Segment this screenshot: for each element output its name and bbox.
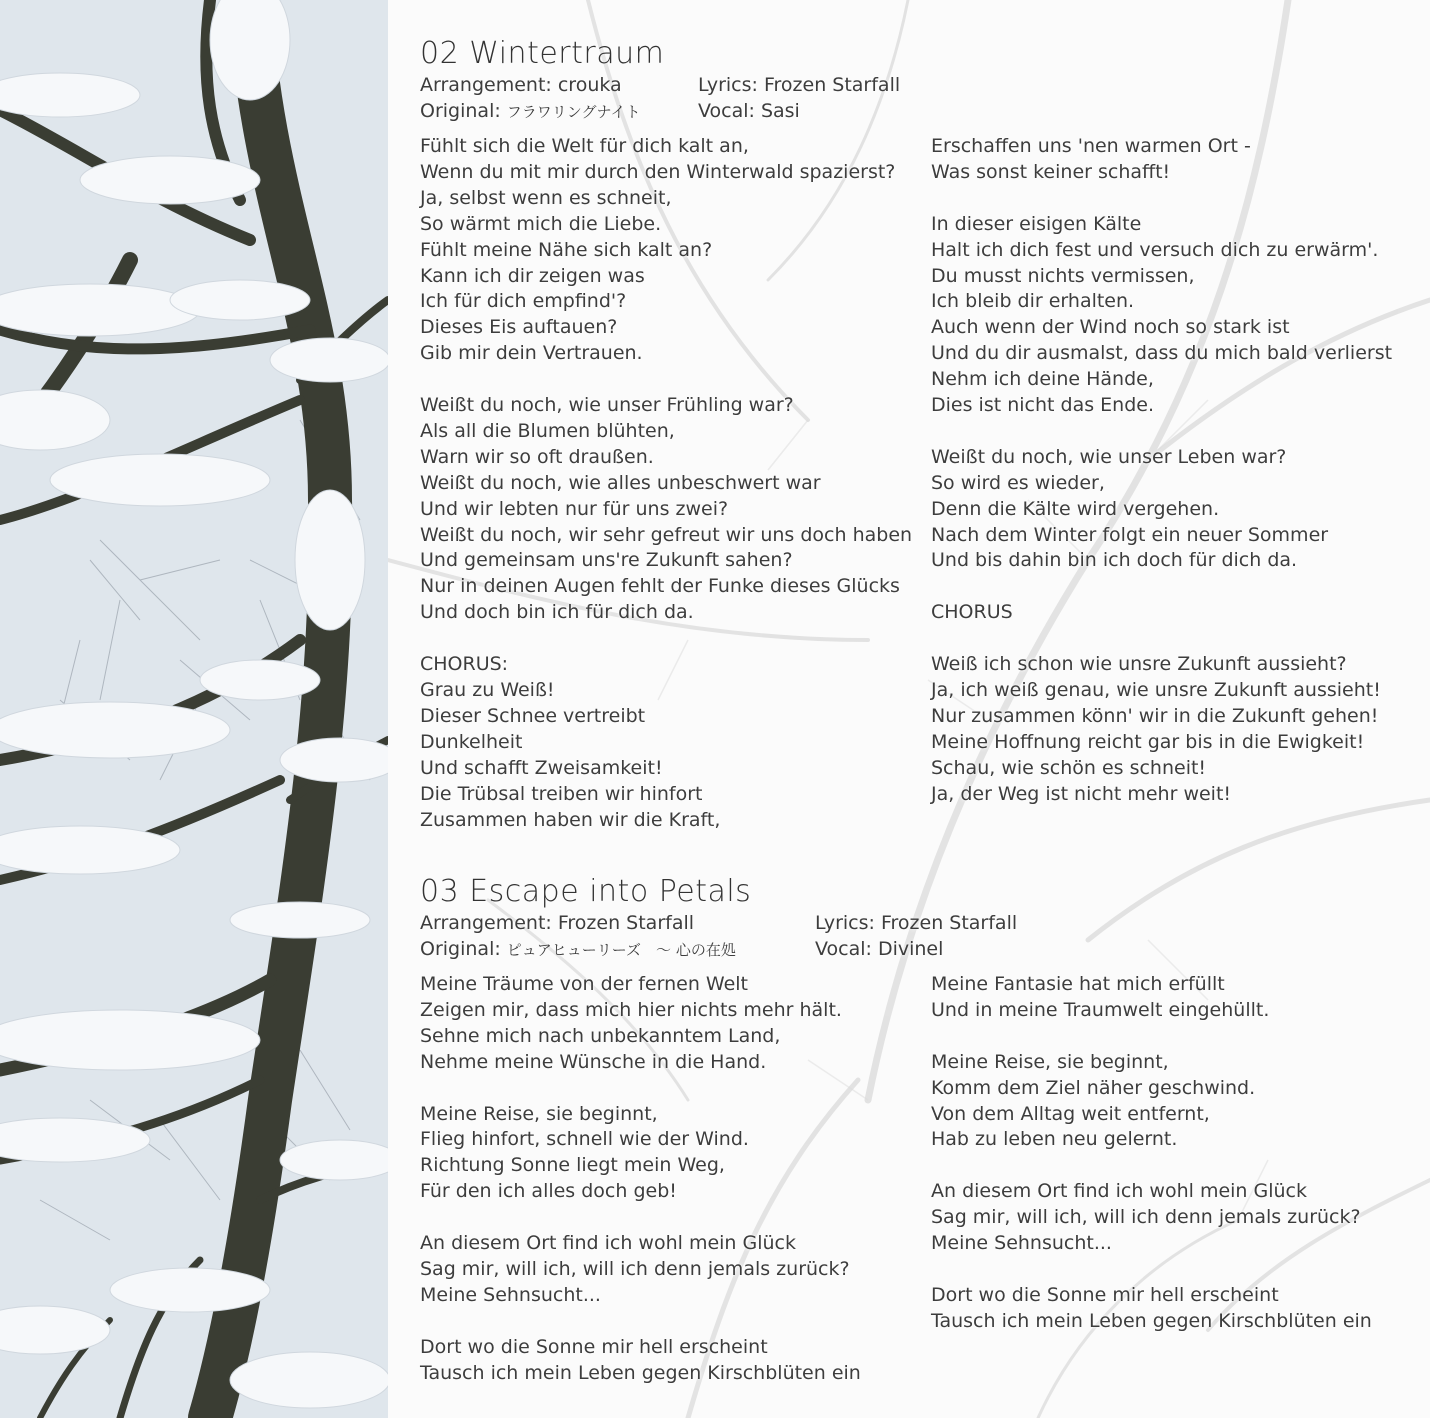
lyric-line: Meine Sehnsucht... — [931, 1232, 1112, 1255]
lyric-line: Weiß ich schon wie unsre Zukunft aussieht? — [931, 653, 1347, 676]
lyric-line: Zusammen haben wir die Kraft, — [420, 808, 721, 831]
lyric-line: Gib mir dein Vertrauen. — [420, 342, 643, 365]
stanza-break — [420, 1205, 861, 1231]
arrangement-credit: Arrangement: Frozen Starfall — [420, 912, 695, 934]
lyric-line: Nur in deinen Augen fehlt der Funke dieses Glücks — [420, 575, 900, 598]
lyric-line: Was sonst keiner schafft! — [931, 160, 1171, 183]
lyric-line: Und doch bin ich für dich da. — [420, 601, 694, 624]
lyric-line: Sag mir, will ich, will ich denn jemals zurück? — [931, 1206, 1361, 1229]
song-credits — [420, 910, 1410, 962]
lyric-line: An diesem Ort find ich wohl mein Glück — [420, 1232, 796, 1255]
lyric-line: CHORUS — [931, 601, 1013, 624]
lyric-line: Grau zu Weiß! — [420, 679, 555, 701]
lyric-line: Meine Reise, sie beginnt, — [931, 1050, 1169, 1073]
lyric-line: Fühlt meine Nähe sich kalt an? — [420, 238, 713, 261]
lyric-line: Meine Fantasie hat mich erfüllt — [931, 973, 1225, 995]
song-lyrics — [420, 972, 1410, 1392]
lyric-line: Und schafft Zweisamkeit! — [420, 756, 663, 779]
song-credits — [420, 72, 1410, 124]
original-prefix: Original: — [420, 100, 507, 122]
lyric-line: Nur zusammen könn' wir in die Zukunft gehen! — [931, 704, 1379, 727]
lyric-line: Zeigen mir, dass mich hier nichts mehr hält. — [420, 998, 842, 1021]
original-credit — [420, 936, 736, 963]
lyric-line: Dieser Schnee vertreibt — [420, 704, 646, 727]
lyric-line: Ja, der Weg ist nicht mehr weit! — [931, 782, 1232, 805]
lyric-line: Schau, wie schön es schneit! — [931, 756, 1207, 779]
lyric-line: Sag mir, will ich, will ich denn jemals zurück? — [420, 1257, 850, 1280]
lyric-line: Erschaffen uns 'nen warmen Ort - — [931, 135, 1251, 157]
lyric-line: Und wir lebten nur für uns zwei? — [420, 497, 729, 520]
lyric-line: Flieg hinfort, schnell wie der Wind. — [420, 1128, 749, 1151]
lyric-line: Dort wo die Sonne mir hell erscheint — [931, 1283, 1279, 1306]
lyric-line: Tausch ich mein Leben gegen Kirschblüten ein — [931, 1309, 1372, 1332]
lyric-line: Dunkelheit — [420, 730, 523, 753]
lyric-line: In dieser eisigen Kälte — [931, 212, 1142, 235]
vocal-credit: Vocal: Sasi — [698, 100, 800, 122]
lyric-line: Ja, selbst wenn es schneit, — [420, 186, 672, 209]
lyric-line: Dies ist nicht das Ende. — [931, 394, 1154, 417]
lyric-line: Meine Träume von der fernen Welt — [420, 973, 748, 995]
lyric-line: Fühlt sich die Welt für dich kalt an, — [420, 135, 749, 157]
song-wintertraum — [420, 36, 1410, 834]
lyric-line: Richtung Sonne liegt mein Weg, — [420, 1154, 725, 1177]
original-credit — [420, 98, 640, 125]
lyric-line: Sehne mich nach unbekanntem Land, — [420, 1024, 781, 1047]
lyric-line: Ja, ich weiß genau, wie unsre Zukunft aussieht! — [931, 678, 1381, 701]
stanza-break — [420, 1076, 861, 1102]
song-escape-into-petals — [420, 874, 1410, 1392]
stanza-break — [931, 1153, 1372, 1179]
lyric-line: Dort wo die Sonne mir hell erscheint — [420, 1335, 768, 1358]
stanza-break — [420, 1309, 861, 1335]
song-lyrics — [420, 134, 1410, 834]
lyric-line: So wärmt mich die Liebe. — [420, 212, 662, 235]
lyric-line: Weißt du noch, wie unser Leben war? — [931, 445, 1287, 468]
lyric-line: Wenn du mit mir durch den Winterwald spazierst? — [420, 160, 896, 183]
lyric-line: Du musst nichts vermissen, — [931, 264, 1195, 287]
stanza-break — [931, 626, 1392, 652]
original-title: フラワリングナイト — [506, 103, 641, 121]
lyric-line: Meine Sehnsucht... — [420, 1283, 601, 1306]
lyric-line: Tausch ich mein Leben gegen Kirschblüten ein — [420, 1361, 861, 1384]
lyric-line: Komm dem Ziel näher geschwind. — [931, 1076, 1256, 1099]
lyric-line: Kann ich dir zeigen was — [420, 264, 645, 287]
lyric-line: Ich bleib dir erhalten. — [931, 290, 1135, 313]
lyric-line: Und gemeinsam uns're Zukunft sahen? — [420, 549, 793, 572]
lyrics-credit: Lyrics: Frozen Starfall — [815, 912, 1018, 934]
lyric-line: Weißt du noch, wie alles unbeschwert war — [420, 471, 821, 494]
stanza-break — [931, 419, 1392, 445]
lyric-line: Auch wenn der Wind noch so stark ist — [931, 316, 1290, 339]
lyric-line: Die Trübsal treiben wir hinfort — [420, 782, 703, 805]
lyric-line: Für den ich alles doch geb! — [420, 1180, 677, 1203]
song-title: 03 Escape into Petals — [420, 874, 752, 909]
lyric-line: Als all die Blumen blühten, — [420, 419, 675, 442]
stanza-break — [931, 1257, 1372, 1283]
stanza-break — [420, 626, 912, 652]
lyric-line: Hab zu leben neu gelernt. — [931, 1128, 1178, 1151]
lyric-line: Halt ich dich fest und versuch dich zu erwärm'. — [931, 238, 1379, 261]
lyric-line: Weißt du noch, wir sehr gefreut wir uns doch haben — [420, 523, 913, 546]
lyric-line: Nehm ich deine Hände, — [931, 368, 1154, 391]
arrangement-credit: Arrangement: crouka — [420, 74, 622, 96]
song-title: 02 Wintertraum — [420, 36, 665, 71]
vocal-credit: Vocal: Divinel — [815, 938, 944, 960]
lyric-line: Ich für dich empfind'? — [420, 290, 627, 313]
lyrics-left-column — [420, 134, 912, 833]
lyric-line: Meine Hoffnung reicht gar bis in die Ewigkeit! — [931, 730, 1365, 753]
stanza-break — [931, 574, 1392, 600]
lyric-line: Dieses Eis auftauen? — [420, 316, 618, 339]
lyric-line: Warn wir so oft draußen. — [420, 445, 654, 468]
lyric-line: Und du dir ausmalst, dass du mich bald verlierst — [931, 342, 1393, 365]
lyrics-right-column — [931, 972, 1372, 1335]
lyric-line: So wird es wieder, — [931, 471, 1105, 494]
original-prefix: Original: — [420, 938, 507, 960]
stanza-break — [420, 367, 912, 393]
lyric-line: Denn die Kälte wird vergehen. — [931, 497, 1220, 520]
lyric-line: An diesem Ort find ich wohl mein Glück — [931, 1180, 1307, 1203]
lyric-line: Und bis dahin bin ich doch für dich da. — [931, 549, 1298, 572]
lyric-line: Nehme meine Wünsche in die Hand. — [420, 1050, 767, 1073]
lyric-line: CHORUS: — [420, 653, 509, 676]
snowy-trees-photo — [0, 0, 388, 1418]
lyrics-right-column — [931, 134, 1392, 808]
stanza-break — [931, 1024, 1372, 1050]
lyric-line: Nach dem Winter folgt ein neuer Sommer — [931, 523, 1329, 546]
stanza-break — [931, 186, 1392, 212]
lyric-line: Von dem Alltag weit entfernt, — [931, 1102, 1210, 1125]
lyrics-credit: Lyrics: Frozen Starfall — [698, 74, 901, 96]
lyrics-left-column — [420, 972, 861, 1386]
lyric-line: Weißt du noch, wie unser Frühling war? — [420, 394, 794, 417]
original-title: ピュアヒューリーズ ～ 心の在処 — [506, 941, 736, 959]
lyric-line: Und in meine Traumwelt eingehüllt. — [931, 998, 1270, 1021]
lyric-line: Meine Reise, sie beginnt, — [420, 1102, 658, 1125]
